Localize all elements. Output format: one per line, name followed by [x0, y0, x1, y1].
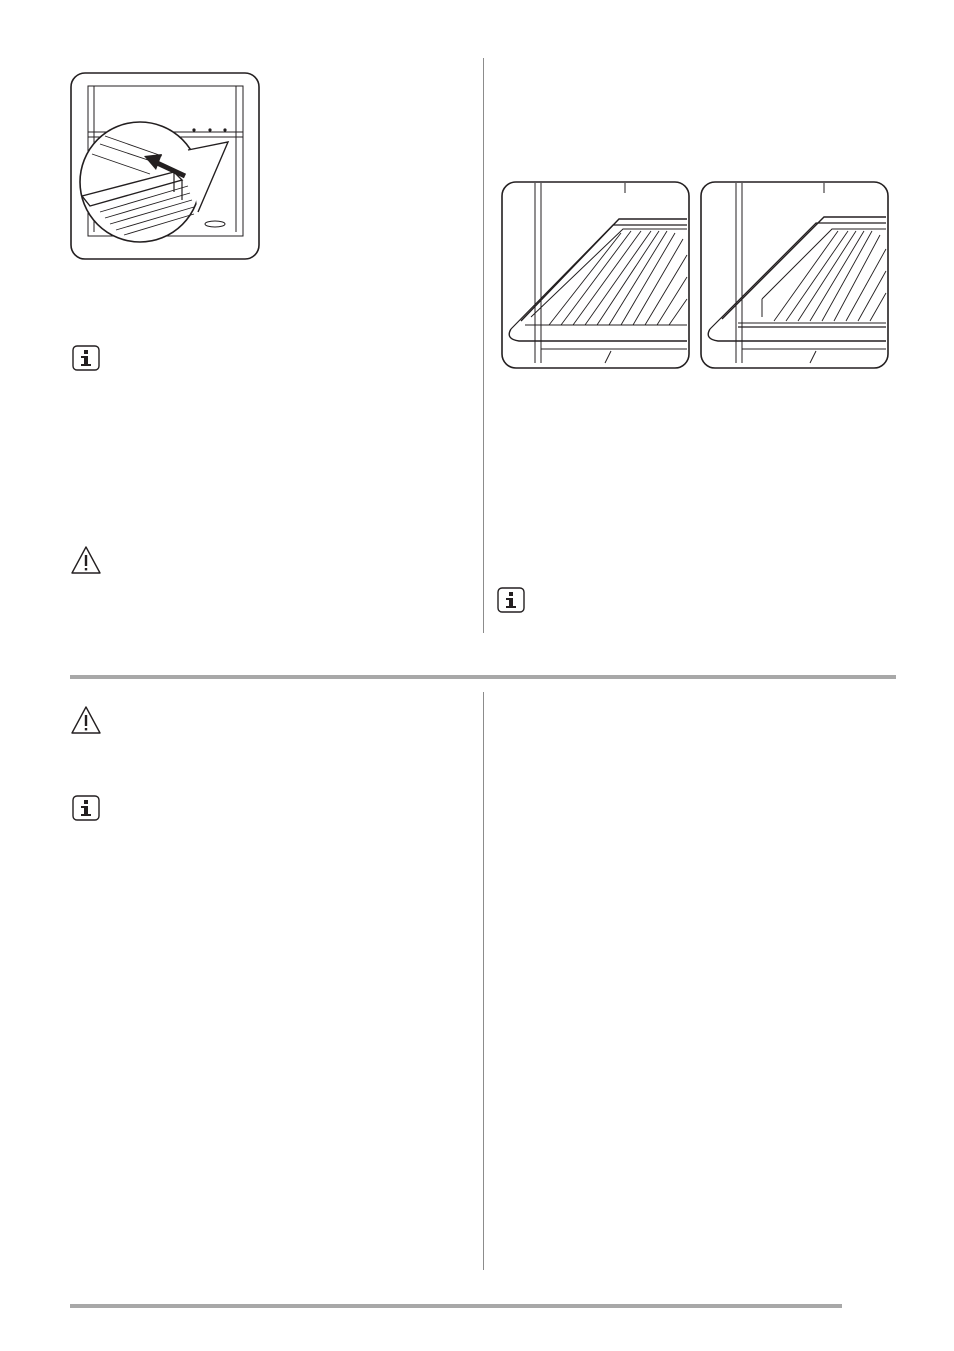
column-divider — [483, 58, 484, 633]
info-icon — [72, 795, 100, 821]
info-icon — [497, 587, 525, 613]
info-note — [72, 345, 100, 371]
info-note — [497, 587, 525, 613]
shelf-position-illustration — [700, 181, 889, 369]
warning-icon — [70, 545, 102, 575]
warning-note — [70, 705, 102, 735]
shelf-position-figure-right — [700, 181, 889, 369]
oven-shelf-insertion-illustration — [70, 72, 260, 260]
footer-rule — [70, 1304, 842, 1308]
info-note — [72, 795, 100, 821]
info-icon — [72, 345, 100, 371]
shelf-position-figure-left — [501, 181, 690, 369]
shelf-position-illustration — [501, 181, 690, 369]
warning-icon — [70, 705, 102, 735]
column-divider — [483, 692, 484, 1270]
shelf-insertion-figure — [70, 72, 260, 260]
section-rule — [70, 675, 896, 679]
warning-note — [70, 545, 102, 575]
